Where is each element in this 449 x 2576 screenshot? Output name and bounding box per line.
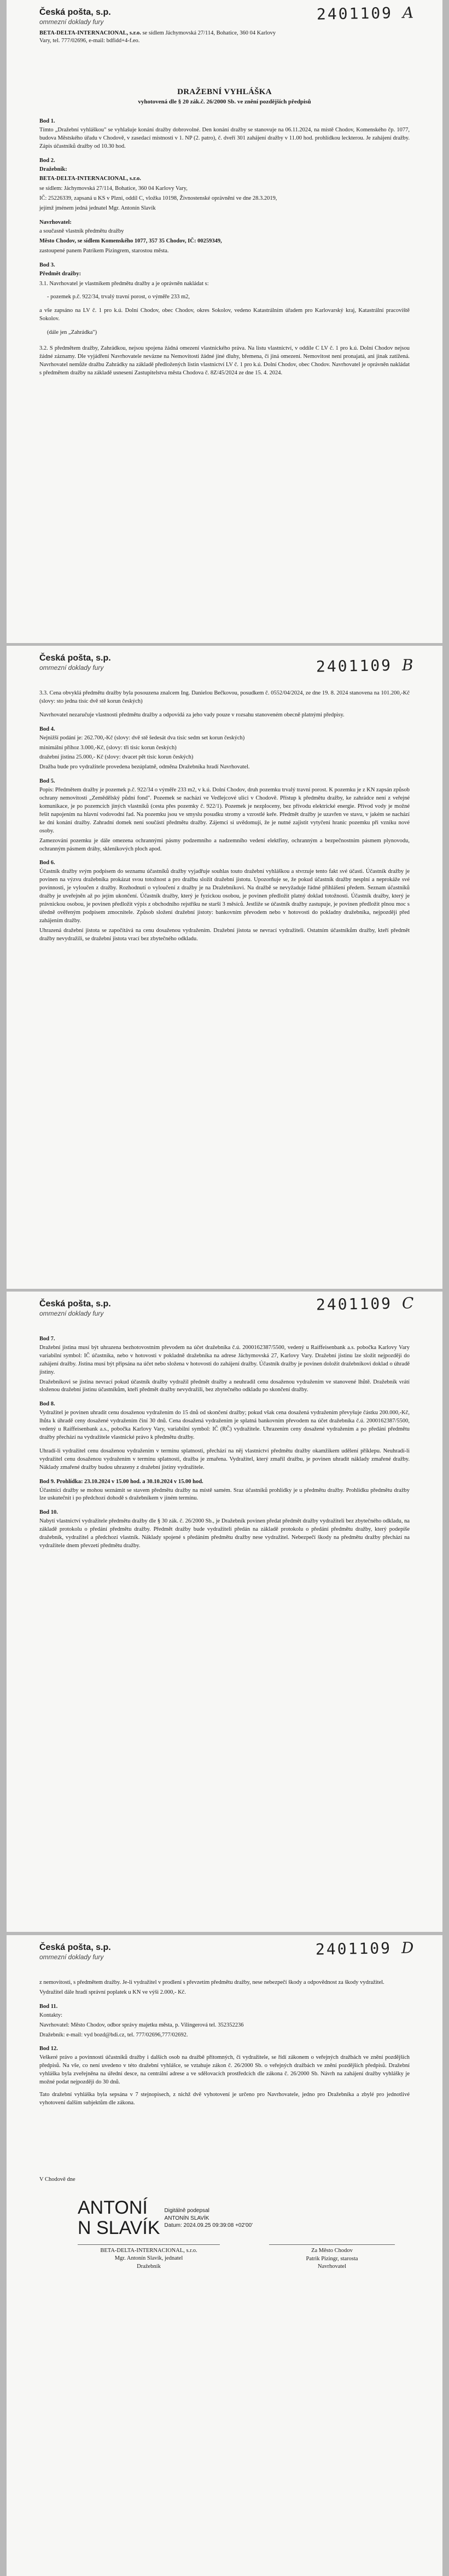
page-4-content: [39, 1979, 410, 2114]
section-bod-3: Bod 3. Předmět dražby: 3.1. Navrhovatel je vlastníkem předmětu dražby a je oprávněn nakládat s: - pozemek p.č. 922/34, trvalý travní porost, o výměře 233 m2, a vše zapsáno na LV č. 1 pro k.ú. Dolní Chodov, obec Chodov, okres Sokolov, vedeno Katastrálním úřadem pro Karlovarský kraj, Katastrální pracoviště Sokolov. (dále jen „Zahrádka") 3.2. S předmětem dražby, Zahrádkou, nejsou spojena žádná omezení vlastnického práva. Na listu vlastnictví, v oddíle C LV č. 1 pro k.ú. Dolní Chodov nejsou žádné záznamy. Dle vyjádření Navrhovatele nevázne na Nemovitosti žádné jiné dluhy, břemena, či jiná omezení. Nemovitost není pronajatá, ani jinak zatížená. Navrhovatel nemůže dražbu Zahrádky na základě předložených listin vlastnictví LV č. 1 pro k.ú. Dolní Chodov, obec Chodov. Navrhovatel je oprávněn nakládat s předmětem dražby na základě usnesení Zastupitelstva města Chodova č. 8Z/45/2024 ze dne 15. 4. 2024.: [39, 262, 410, 376]
section-bod-6: Bod 6. Účastník dražby svým podpisem do seznamu účastníků dražby vyjadřuje souhlas touto dražební vyhláškou a stvrzuje tento fakt své účasti. Účastník dražby je povinen na výzvu dražebníka prokázat svou totožnost a pro dražbu složit dražební jistotu. Upozorňuje se, že pokud účastník dražby nesplní a neprokáže své povinnosti, je vyloučen z dražby. Rozhodnutí o vyloučení z dražby je na Dražebníkovi. Na dražbě se nevyžaduje řádné přihlášení předem. Seznam účastníků dražby je uveřejněn až po jejím ukončení. Účastník dražby, který je fyzickou osobou, je povinen předložit platný doklad totožnosti. Účastník dražby, který je právnickou osobou, je povinen předložit výpis z obchodního rejstříku ne starší 3 měsíců. Jestliže se účastník dražby zastupuje, je povinen předložit plnou moc s úředně ověřeným podpisem zmocnitele. Způsob složení dražební jistoty: bankovním převodem nebo v hotovosti do pokladny dražebníka, nejpozději před zahájením dražby. Uhrazená dražební jistota se započítává na cenu dosaženou vydražením. Dražební jistota se nevrací vydražiteli. Ostatním účastníkům dražby, kteří předmět dražby nevydražili, se dražební jistota vrací bez zbytečného odkladu.: [39, 860, 410, 942]
handwritten-doc-number: 2401109 A: [316, 3, 416, 24]
post-stamp: Česká pošta, s.p. ommezní doklady fury: [39, 1943, 111, 1961]
post-stamp: Česká pošta, s.p. ommezní doklady fury: [39, 8, 111, 26]
page-3-content: [39, 1335, 410, 1556]
section-bod-12: Bod 12. Veškeré právo a povinnosti účastníků dražby i dalších osob na dražbě přítomných, či vydražitele, se řídí zákonem o veřejných dražbách ve znění pozdějších předpisů. Na vše, co není uvedeno v této dražební vyhlášce, se vztahuje zákon č. 26/2000 Sb. o veřejných dražbách ve znění pozdějších předpisů. Dražební vyhláška byla zveřejněna na úřední desce, na centrální adrese a ve sdělovacích prostředcích dle zákona č. 26/2000 Sb. Návrh na zahájení dražby vyhlášky je možné podat nejpozději do 30 dnů. Tato dražební vyhláška byla sepsána v 7 stejnopisech, z nichž dvě vyhotovení je určeno pro Navrhovatele, jedno pro Dražebníka a zbylé pro jednotlivé vyhotovení dalším subjektům dle zákona.: [39, 2046, 410, 2106]
letterhead: BETA-DELTA-INTERNACIONAL, s.r.o. se sídlem Jáchymovská 27/114, Bohatice, 360 04 Karlovy Vary, tel. 777/02696, e-mail: bdfidd+4-f.eo.: [39, 30, 276, 44]
page-2-content: [39, 690, 410, 949]
section-bod-5: Bod 5. Popis: Předmětem dražby je pozemek p.č. 922/34 o výměře 233 m2, v k.ú. Dolní Chodov, druh pozemku trvalý travní porost. K pozemku je z KN zapsán způsob ochrany nemovitosti „Zemědělský půdní fond". Pozemek se nachází ve Vedlejcové ulici v Chodově. Přístup k předmětu dražby, ke zahrádce není z veřejné komunikace, je po pozemcích jiných vlastníků (cesta přes pozemky č. 922/1). Pozemek je nezploceny, bez přívodu elektrické energie. Přívod vody je možné řešit napojením na hlavní vodovodní řad. Na pozemku jsou ve smyslu posudku stromy a vzrostlé keře. Předmět dražby je uzavřen ve stavu, v jakém se nachází ke dni konání dražby. Zahradní domek není součástí předmětu dražby. Zájemci si uvědomují, že je nutné zajistit vytyčení hranic pozemku při vzniku nové osoby. Zamezování pozemku je dále omezena ochrannými pásmy podzemního a nadzemního vedení elektřiny, ochranným a bezpečnostním pásmem plynovodu, ochranným pásmem dráhy, skleníkových ploch apod.: [39, 778, 410, 852]
section-bod-8: Bod 8. Vydražitel je povinen uhradit cenu dosaženou vydražením do 15 dnů od skončení dražby; pokud však cena dosažená vydražením převyšuje částku 200.000,-Kč, lhůta k úhradě ceny dosažené vydražením činí 30 dnů. Cena dosažená vydražením je splatná bankovním převodem na účet dražebníka č.ú. 2000162387/5500, vedený u Raiffeisenbank a.s., pobočka Karlovy Vary, variabilní symbol: IČ (RČ) vydražitele. Uhrazením ceny dosažené vydražením a po předání předmětu dražby přechází na vydražitele vlastnické právo k předmětu dražby. Uhradí-li vydražitel cenu dosaženou vydražením v termínu splatnosti, přechází na něj vlastnictví předmětu dražby okamžikem udělení příklepu. Neuhradí-li vydražitel cenu dosaženou vydražením v termínu splatnosti, dražba je zmařena. Vydražitel, který zmařil dražbu, je povinen uhradit náklady zmařené dražby. Náklady zmařené dražby budou uhrazeny z dražební jistiny vydražitele.: [39, 1401, 410, 1471]
section-3-3: 3.3. Cena obvyklá předmětu dražby byla posouzena znalcem Ing. Danielou Bečkovou, posudkem č. 0552/04/2024, ze dne 19. 8. 2024 stanovena na 101.200,-Kč (slovy: sto jedna tisíc dvě stě korun českých) Navrhovatel nezaručuje vlastnosti předmětu dražby a odpovídá za jeho vady pouze v rozsahu stanoveném obecně platnými předpisy.: [39, 690, 410, 718]
signature-area: [39, 2176, 410, 2270]
document-page-4: [7, 1935, 442, 2576]
document-title: DRAŽEBNÍ VYHLÁŠKA: [177, 88, 272, 96]
document-title-block: [39, 88, 410, 105]
digital-signature-drazebnik: ANTONÍ N SLAVÍK Digitálně podepsal ANTONÍN SLAVÍK Datum: 2024.09.25 09:39:08 +02'00' BETA-DELTA-INTERNACIONAL, s.r.o. Mgr. Antonín Slavík, jednatel Dražebník: [78, 2197, 253, 2270]
page-1-content: [39, 118, 410, 384]
handwritten-doc-number: 2401109 B: [316, 656, 416, 676]
section-bod-4: Bod 4. Nejnižší podání je: 262.700,-Kč (slovy: dvě stě šedesát dva tisíc sedm set korun českých) minimální příhoz 3.000,-Kč, (slovy: tři tisíc korun českých) dražební jistina 25.000,- Kč (slovy: dvacet pět tisíc korun českých) Dražba bude pro vydražitele provedena bezúplatně, odměna Dražebníka hradí Navrhovatel.: [39, 726, 250, 771]
handwritten-doc-number: 2401109 C: [316, 1294, 416, 1314]
post-stamp: Česká pošta, s.p. ommezní doklady fury: [39, 1299, 111, 1317]
section-bod-1: Bod 1. Tímto „Dražební vyhláškou" se vyhlašuje konání dražby dobrovolné. Den konání dražby se stanovuje na 06.11.2024, na místě Chodov, Komenského čp. 1077, budova Městského úřadu v Chodově, v zasedací místnosti v 1. NP (2. patro), č. dveří 301 zahájení dražby v 11.00 hod. prohlídkou leckterou. Je zahájení dražby. Zápis účastníků dražby od 10.30 hod.: [39, 118, 410, 149]
signature-navrhovatel: Za Město Chodov Patrik Pizingr, starosta Navrhovatel: [269, 2244, 395, 2271]
section-navrhovatel: Navrhovatel: a současně vlastník předmětu dražby Město Chodov, se sídlem Komenského 1077, 357 35 Chodov, IČ: 00259349, zastoupené panem Patrikem Pizingrem, starostou města.: [39, 219, 222, 254]
post-stamp: Česká pošta, s.p. ommezní doklady fury: [39, 653, 111, 672]
document-page-1: [7, 0, 442, 643]
place-date: V Chodově dne: [39, 2176, 75, 2183]
handwritten-doc-number: 2401109 D: [315, 1938, 416, 1959]
section-bod-11: Bod 11. Kontakty: Navrhovatel: Město Chodov, odbor správy majetku města, p. Vilingerová tel. 352352236 Dražebník: e-mail: vyd bozd@bdi.cz, tel. 777/02696,777/02692.: [39, 2003, 244, 2038]
section-bod-10: Bod 10. Nabytí vlastnictví vydražitele předmětu dražby dle § 30 zák. č. 26/2000 Sb., je Dražebník povinen předat předmět dražby vydražiteli bez zbytečného odkladu, na základě protokolu o předání předmětu dražby. Předmět dražby bude vydražiteli předán na základě protokolu o předání předmětu dražby, který podepíše dražebník, vydražitel a předchozí vlastník. Náklady spojené s předáním předmětu dražby nese vydražitel. Nebezpečí škody na předmětu dražby přechází na vydražitele dnem převzetí předmětu dražby.: [39, 1509, 410, 1549]
section-bod-9: Bod 9. Prohlídka: 23.10.2024 v 15.00 hod. a 30.10.2024 v 15.00 hod. Účastníci dražby se mohou seznámit se stavem předmětu dražby na místě samém. Sraz účastníků prohlídky je u předmětu dražby. Prohlídku předmětu dražby lze uskutečnit i po předchozí dohodě s dražebníkem v jiném termínu.: [39, 1478, 410, 1502]
document-subtitle: vyhotovená dle § 20 zák.č. 26/2000 Sb. ve znění pozdějších předpisů: [138, 99, 311, 105]
section-continuation: z nemovitosti, s předmětem dražby. Je-li vydražitel v prodlení s převzetím předmětu dražby, nese nebezpečí škody a odpovědnost za škody vydražitel. Vydražitel dále hradí správní poplatek u KN ve výši 2.000,- Kč.: [39, 1979, 384, 1995]
document-page-3: [7, 1292, 442, 1932]
document-page-2: [7, 646, 442, 1289]
section-bod-7: Bod 7. Dražební jistina musí být uhrazena bezhotovostním převodem na účet dražebníka č.ú. 2000162387/5500, vedený u Raiffeisenbank a.s. pobočka Karlovy Vary variabilní symbol: IČ účastníka, nebo v hotovosti v pokladně dražebníka na adrese Jáchymovská 27, Karlovy Vary. Dražební jistinu lze složit nejpozději do zahájení dražby. Jistina musí být připsána na účet nebo složena v hotovosti do zahájení dražby. Účastník dražby je povinen doložit dražebníkovi doklad o úhradě jistiny. Dražebníkovi se jistina nevrací pokud účastník dražby vydražil předmět dražby a neuhradil cenu dosaženou vydražením ve stanovené lhůtě. Dražebník vrátí složenou dražební jistinu účastníkům, kteří předmět dražby nevydražili, bez zbytečného odkladu po skončení dražby.: [39, 1336, 410, 1393]
section-bod-2: Bod 2. Dražebník: BETA-DELTA-INTERNACIONAL, s.r.o. se sídlem: Jáchymovská 27/114, Bohatice, 360 04 Karlovy Vary, IČ: 25226339, zapsaná u KS v Plzni, oddíl C, vložka 10198, Živnostenské oprávnění ve dne 28.3.2019, jejímž jménem jedná jednatel Mgr. Antonín Slavík: [39, 157, 277, 212]
